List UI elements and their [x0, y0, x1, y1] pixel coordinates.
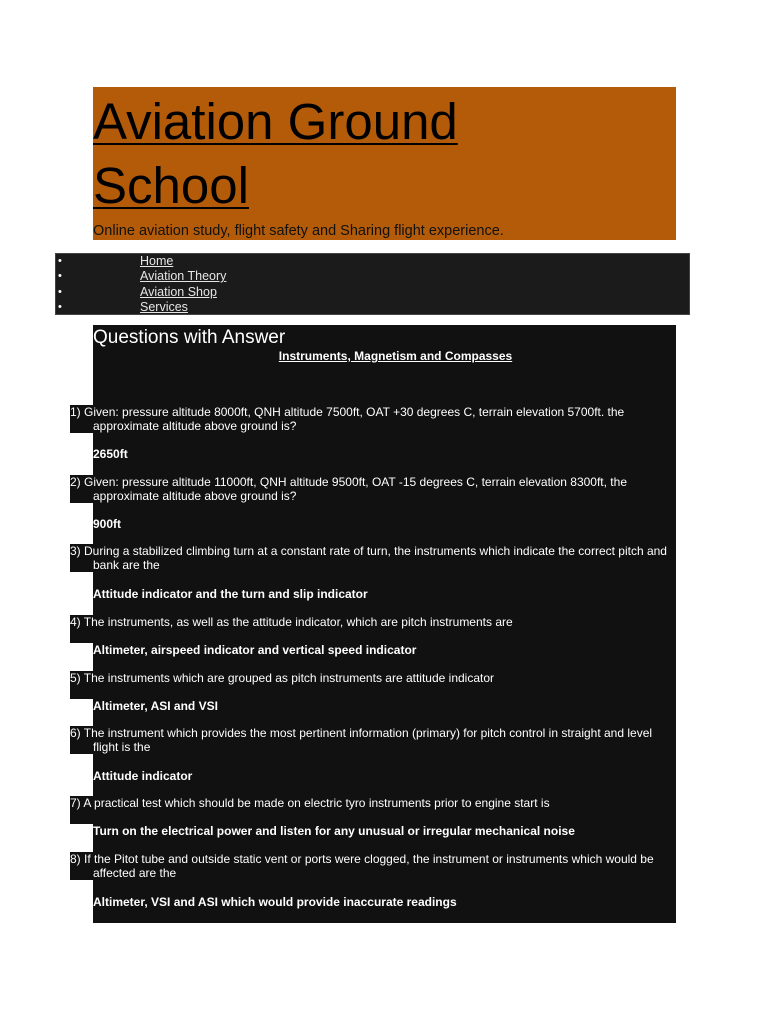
- question-text: [70, 544, 670, 572]
- question-number: 6): [70, 726, 84, 740]
- question-body: [70, 615, 670, 629]
- site-tagline: Online aviation study, flight safety and Sharing flight experience.: [93, 223, 504, 239]
- question-body: [70, 852, 670, 880]
- answer-text: Altimeter, airspeed indicator and vertical speed indicator: [93, 643, 417, 657]
- question-number: 7): [70, 796, 84, 810]
- question-body: [70, 726, 670, 754]
- answer-text: Attitude indicator and the turn and slip indicator: [93, 587, 368, 601]
- answer-text: 900ft: [93, 517, 122, 531]
- main-nav: [55, 253, 690, 315]
- question-text: [70, 615, 670, 629]
- question-label: During a stabilized climbing turn at a constant rate of turn, the instruments which indicate the correct pitch and bank are the: [84, 544, 667, 572]
- question-number: 2): [70, 475, 85, 489]
- question-text: [70, 475, 670, 503]
- nav-link-aviation-theory[interactable]: Aviation Theory: [140, 269, 227, 284]
- question-body: [70, 475, 670, 503]
- nav-item-services: [56, 300, 689, 315]
- question-label: Given: pressure altitude 11000ft, QNH altitude 9500ft, OAT -15 degrees C, terrain elevation 8300ft, the approximate altitude above ground is?: [84, 475, 627, 503]
- nav-link-aviation-shop[interactable]: Aviation Shop: [140, 284, 217, 299]
- question-label: A practical test which should be made on electric tyro instruments prior to engine start is: [83, 796, 550, 810]
- question-label: The instruments, as well as the attitude indicator, which are pitch instruments are: [83, 615, 513, 629]
- question-body: [70, 405, 670, 433]
- question-body: [70, 796, 670, 810]
- question-text: [70, 405, 670, 433]
- nav-link-services[interactable]: Services: [140, 299, 188, 314]
- question-number: 8): [70, 852, 85, 866]
- bullet-icon: •: [58, 270, 62, 283]
- question-number: 4): [70, 615, 84, 629]
- answer-text: Turn on the electrical power and listen for any unusual or irregular mechanical noise: [93, 824, 575, 838]
- nav-item-home: [56, 254, 689, 269]
- answer-text: Altimeter, VSI and ASI which would provide inaccurate readings: [93, 895, 457, 909]
- question-number: 5): [70, 671, 84, 685]
- question-text: [70, 796, 670, 810]
- page-title: Questions with Answer: [93, 327, 286, 348]
- question-number: 1): [70, 405, 85, 419]
- bullet-icon: •: [58, 255, 62, 267]
- question-text: [70, 726, 670, 754]
- question-text: [70, 852, 670, 880]
- answer-text: Attitude indicator: [93, 769, 193, 783]
- site-title[interactable]: Aviation Ground School: [93, 93, 458, 214]
- nav-item-aviation-shop: [56, 285, 689, 300]
- question-label: The instruments which are grouped as pitch instruments are attitude indicator: [83, 671, 495, 685]
- nav-item-aviation-theory: [56, 269, 689, 284]
- section-heading: Instruments, Magnetism and Compasses: [278, 349, 513, 363]
- question-label: The instrument which provides the most pertinent information (primary) for pitch control in straight and level flight is the: [83, 726, 653, 754]
- question-label: Given: pressure altitude 8000ft, QNH altitude 7500ft, OAT +30 degrees C, terrain elevation 5700ft. the approximate altitude above ground is?: [84, 405, 625, 433]
- question-text: [70, 671, 670, 685]
- bullet-icon: •: [58, 285, 62, 298]
- answer-text: Altimeter, ASI and VSI: [93, 699, 218, 713]
- bullet-icon: •: [58, 300, 62, 313]
- site-header: [93, 87, 676, 240]
- question-number: 3): [70, 544, 85, 558]
- question-body: [70, 671, 670, 685]
- question-label: If the Pitot tube and outside static vent or ports were clogged, the instrument or instruments which would be affected are the: [84, 852, 654, 880]
- answer-text: 2650ft: [93, 447, 128, 461]
- question-body: [70, 544, 670, 572]
- nav-link-home[interactable]: Home: [140, 254, 174, 268]
